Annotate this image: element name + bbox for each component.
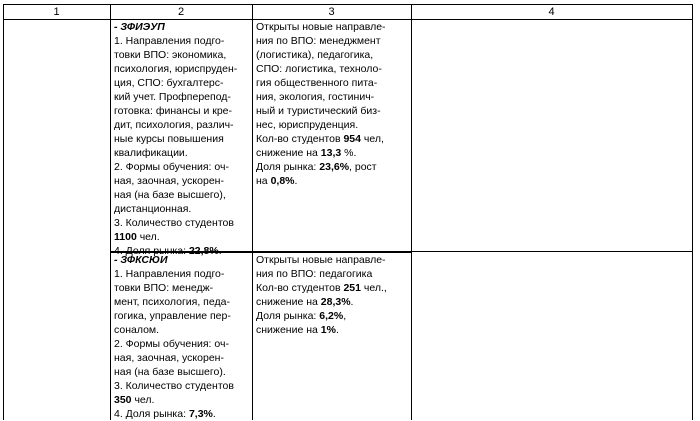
student-count-line xyxy=(256,132,386,146)
text-line: ный и туристический биз- xyxy=(256,105,381,117)
header-col-2: 2 xyxy=(177,6,185,18)
row2-col3-cell xyxy=(256,253,387,337)
text-fragment: чел, xyxy=(360,133,384,145)
text-line: товки ВПО: менедж- xyxy=(114,282,214,294)
growth-value: 0,8% xyxy=(270,175,295,187)
text-fragment: . xyxy=(218,245,222,257)
text-fragment: , xyxy=(343,310,347,322)
text-fragment: 4. Доля рынка: xyxy=(114,408,189,420)
table-divider-2-3 xyxy=(252,4,253,420)
text-fragment: чел., xyxy=(360,282,387,294)
text-line: кий учет. Профперепод- xyxy=(114,91,231,103)
text-fragment: Доля рынка: xyxy=(256,161,320,173)
decline-value: 1% xyxy=(320,324,336,336)
institute-title: - ЗФКСЮИ xyxy=(114,254,168,266)
header-col-3: 3 xyxy=(328,6,335,18)
row-divider-right xyxy=(411,251,693,252)
text-line: товки ВПО: экономика, xyxy=(114,49,227,61)
text-line: Открыты новые направле- xyxy=(256,254,386,266)
text-line: ная, заочная, ускорен- xyxy=(114,175,224,187)
text-line: ния по ВПО: педагогика xyxy=(256,268,373,280)
text-fragment: 4. Доля рынка: xyxy=(114,245,189,257)
text-line: психология, юриспруден- xyxy=(114,63,238,75)
table-border-right xyxy=(692,4,693,420)
student-count-value: 251 xyxy=(343,282,361,294)
table-divider-1-2 xyxy=(110,4,111,420)
text-fragment: снижение на xyxy=(256,296,321,308)
market-share-value: 23,6% xyxy=(319,161,350,173)
text-line: 3. Количество студентов xyxy=(114,217,234,229)
text-line: ния по ВПО: менеджмент xyxy=(256,35,381,47)
text-fragment: на xyxy=(256,175,271,187)
text-line: гия общественного пита- xyxy=(256,77,378,89)
row2-col2-cell xyxy=(114,253,234,421)
text-line: нес, юриспруденция. xyxy=(256,119,359,131)
text-fragment: . xyxy=(212,408,216,420)
text-line: ная (на базе высшего), xyxy=(114,189,226,201)
market-share-line xyxy=(256,160,386,174)
header-col-1: 1 xyxy=(53,6,60,18)
text-line: мент, психология, педа- xyxy=(114,296,230,308)
text-line: дистанционная. xyxy=(114,203,192,215)
student-count-line xyxy=(114,393,234,407)
student-count-line xyxy=(114,230,237,244)
growth-line xyxy=(256,174,386,188)
student-count-value: 350 xyxy=(114,394,132,406)
text-line: 3. Количество студентов xyxy=(114,380,234,392)
text-line: дит, психология, различ- xyxy=(114,119,234,131)
text-line: гогика, управление пер- xyxy=(114,310,231,322)
market-share-line xyxy=(256,309,387,323)
row1-col2-cell xyxy=(114,20,237,258)
text-line: 1. Направления подго- xyxy=(114,35,225,47)
market-share-value: 6,2% xyxy=(319,310,344,322)
decline-line xyxy=(256,146,386,160)
market-share-value: 7,3% xyxy=(188,408,213,420)
text-line: ная (на базе высшего). xyxy=(114,366,226,378)
student-count-value: 954 xyxy=(343,133,361,145)
text-line: СПО: логистика, техноло- xyxy=(256,63,382,75)
decline-line xyxy=(256,323,387,337)
text-line: ная, заочная, ускорен- xyxy=(114,352,224,364)
text-fragment: снижение на xyxy=(256,147,321,159)
text-line: ция, СПО: бухгалтерс- xyxy=(114,77,224,89)
text-line: (логистика), педагогика, xyxy=(256,49,374,61)
text-fragment: , рост xyxy=(349,161,377,173)
text-fragment: . xyxy=(335,324,339,336)
text-fragment: Доля рынка: xyxy=(256,310,320,322)
decline-line xyxy=(256,295,387,309)
text-fragment: снижение на xyxy=(256,324,321,336)
text-line: 1. Направления подго- xyxy=(114,268,225,280)
student-count-line xyxy=(256,281,387,295)
table-divider-3-4 xyxy=(411,4,412,420)
market-share-line xyxy=(114,407,234,421)
institute-title: - ЗФИЭУП xyxy=(114,21,165,33)
text-line: ния, экология, гостинич- xyxy=(256,91,375,103)
row1-col3-cell xyxy=(256,20,386,188)
text-line: Открыты новые направле- xyxy=(256,21,386,33)
text-line: квалификации. xyxy=(114,147,188,159)
text-line: соналом. xyxy=(114,324,160,336)
text-fragment: Кол-во студентов xyxy=(256,282,344,294)
header-col-4: 4 xyxy=(548,6,555,18)
text-fragment: чел. xyxy=(131,394,155,406)
text-fragment: . xyxy=(294,175,298,187)
text-fragment: . xyxy=(350,296,354,308)
text-line: 2. Формы обучения: оч- xyxy=(114,161,229,173)
student-count-value: 1100 xyxy=(114,231,137,243)
text-line: 2. Формы обучения: оч- xyxy=(114,338,229,350)
text-fragment: Кол-во студентов xyxy=(256,133,344,145)
table-border-left xyxy=(3,4,4,420)
text-fragment: %. xyxy=(341,147,357,159)
market-share-value: 22,8% xyxy=(188,245,219,257)
decline-value: 13,3 xyxy=(320,147,342,159)
text-fragment: чел. xyxy=(136,231,160,243)
decline-value: 28,3% xyxy=(320,296,351,308)
text-line: ные курсы повышения xyxy=(114,133,224,145)
text-line: готовка: финансы и кре- xyxy=(114,105,233,117)
